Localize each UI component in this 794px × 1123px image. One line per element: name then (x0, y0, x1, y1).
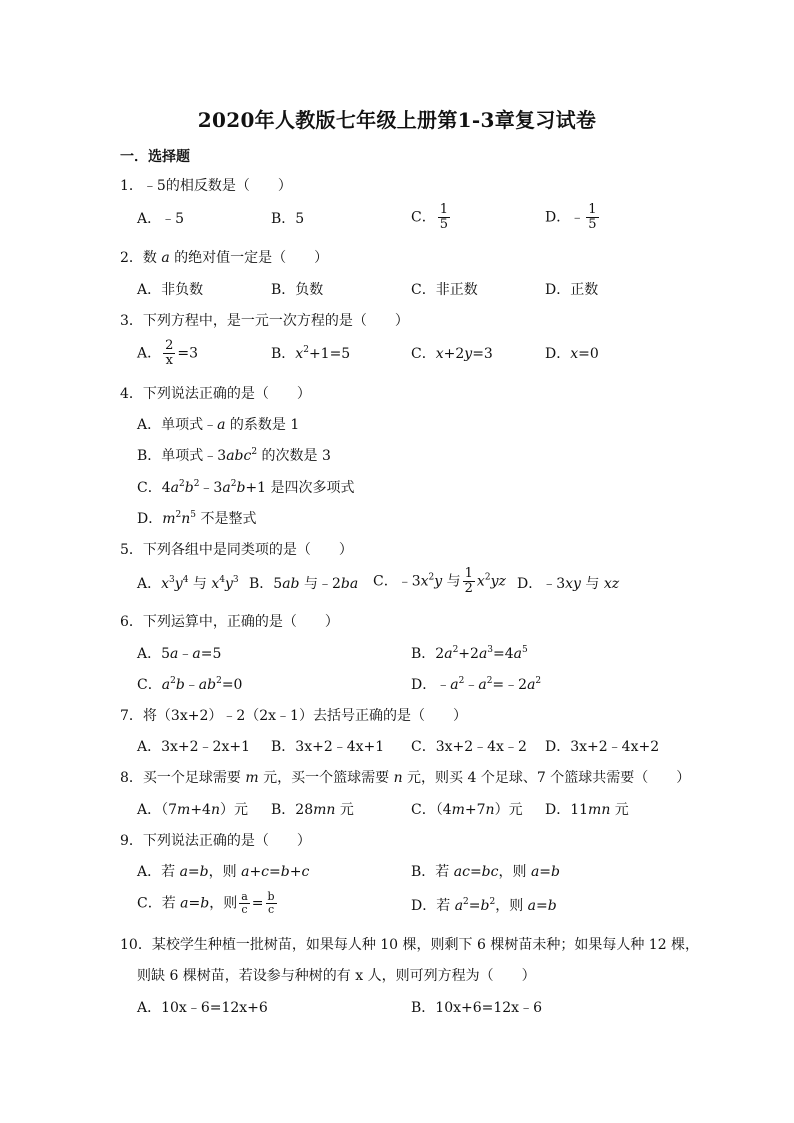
q4-option-a: A．单项式﹣a 的系数是 1 (137, 417, 300, 433)
question-10-line-1: 10．某校学生种植一批树苗，如果每人种 10 棵，则剩下 6 棵树苗未种；如果每人种 12 棵， (120, 937, 700, 953)
q5-option-b: B．5ab 与﹣2ba (249, 576, 359, 592)
q9-option-c: C．若 a=b，则 $\frac{a}{c}$ = $\frac{b}{c}$ (137, 890, 275, 916)
question-10-line-2: 则缺 6 棵树苗，若设参与种树的有 x 人，则可列方程为（ ） (137, 968, 536, 984)
question-3: 3．下列方程中，是一元一次方程的是（ ） (120, 313, 409, 329)
question-6: 6．下列运算中，正确的是（ ） (120, 614, 339, 630)
q9-option-d: D．若 $a^2=b^2$，则 a=b (411, 897, 557, 914)
q9-option-a: A．若 a=b，则 a+c=b+c (137, 864, 310, 880)
q2-option-d: D．正数 (545, 282, 599, 298)
q5-option-c: C．$﹣3x^2y$ 与 $\frac{1}{2}$ $x^2yz$ (373, 566, 506, 596)
q7-option-d: D．3x+2﹣4x+2 (545, 739, 660, 755)
q6-option-d: D．$﹣a^2﹣a^2=﹣2a^2$ (411, 676, 542, 693)
q7-option-b: B．3x+2﹣4x+1 (271, 739, 385, 755)
question-7: 7．将（3x+2）﹣2（2x﹣1）去括号正确的是（ ） (120, 708, 467, 724)
q7-option-a: A．3x+2﹣2x+1 (137, 739, 250, 755)
q6-option-b: B．$2a^2+2a^3=4a^5$ (411, 645, 528, 662)
question-9: 9．下列说法正确的是（ ） (120, 833, 311, 849)
q5-option-a: A．$x^3y^4$ 与 $x^4y^3$ (137, 575, 239, 592)
q7-option-c: C．3x+2﹣4x﹣2 (411, 739, 527, 755)
page-title: 2020年人教版七年级上册第1-3章复习试卷 (197, 108, 597, 132)
question-4: 4．下列说法正确的是（ ） (120, 386, 311, 402)
q4-option-b: B．单项式﹣3abc$^2$ 的次数是 3 (137, 447, 331, 464)
q1-option-d: D．﹣ $\frac{1}{5}$ (545, 202, 597, 232)
q10-option-b: B．10x+6=12x﹣6 (411, 1000, 542, 1016)
q2-option-a: A．非负数 (137, 282, 204, 298)
q8-option-d: D．11mn 元 (545, 802, 629, 818)
q3-option-b: B．$x^2+1=5$ (271, 345, 351, 362)
q4-option-c: C．$4a^2b^2﹣3a^2b+1$ 是四次多项式 (137, 479, 355, 496)
q10-option-a: A．10x﹣6=12x+6 (137, 1000, 268, 1016)
q9-option-b: B．若 ac=bc，则 a=b (411, 864, 560, 880)
question-5: 5．下列各组中是同类项的是（ ） (120, 542, 353, 558)
q3-option-c: C．x+2y=3 (411, 346, 493, 362)
q3-option-d: D．x=0 (545, 346, 599, 362)
q2-option-b: B．负数 (271, 282, 324, 298)
q6-option-c: C．$a^2b﹣ab^2=0$ (137, 676, 243, 693)
q1-option-b: B．5 (271, 211, 305, 227)
question-2: 2．数 a 的绝对值一定是（ ） (120, 250, 329, 266)
q1-option-a: A．﹣5 (137, 211, 185, 227)
q2-option-c: C．非正数 (411, 282, 478, 298)
section-heading: 一．选择题 (120, 149, 190, 165)
q3-option-a: A． $\frac{2}{x}$ =3 (137, 338, 199, 368)
q8-option-b: B．28mn 元 (271, 802, 354, 818)
question-1: 1．﹣5的相反数是（ ） (120, 178, 292, 194)
q8-option-c: C．（4m+7n）元 (411, 802, 523, 818)
q5-option-d: D．﹣3xy 与 xz (517, 576, 620, 592)
question-8: 8．买一个足球需要 m 元，买一个篮球需要 n 元，则买 4 个足球、7 个篮球共需要（ ） (120, 770, 691, 786)
q4-option-d: D．$m^2n^5$ 不是整式 (137, 510, 257, 527)
q6-option-a: A．5a﹣a=5 (137, 646, 222, 662)
q8-option-a: A．（7m+4n）元 (137, 802, 248, 818)
q1-option-c: C． $\frac{1}{5}$ (411, 202, 448, 232)
